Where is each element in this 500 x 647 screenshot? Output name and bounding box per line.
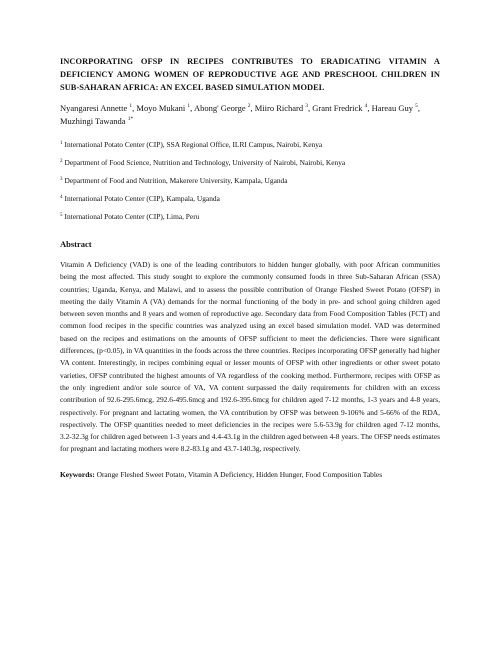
author-list: Nyangaresi Annette $^1$, Moyo Mukani $^1$, Abong' George $^2$, Miiro Richard $^3$, Grant Fredrick $^4$, Hareau Guy $^5$, Muzhingi Tawanda $^{1*}$ — [60, 103, 420, 126]
affiliation-text: Department of Food and Nutrition, Makerere University, Kampala, Uganda — [64, 176, 288, 185]
author-name: Hareau Guy — [371, 103, 413, 113]
affiliation-list — [60, 140, 440, 222]
author-affiliation-marker: 1 — [187, 103, 191, 110]
author-affiliation-marker: 5 — [415, 103, 418, 110]
affiliation-item — [60, 140, 440, 150]
author-name: Miiro Richard — [254, 103, 304, 113]
affiliation-number: 2 — [60, 159, 63, 164]
affiliation-text: International Potato Center (CIP), Lima, Peru — [64, 212, 200, 221]
abstract-heading: Abstract — [60, 239, 92, 249]
affiliation-number: 4 — [60, 195, 63, 200]
affiliation-text: Department of Food Science, Nutrition and Technology, University of Nairobi, Nairobi, Kenya — [64, 158, 346, 167]
affiliation-number: 1 — [60, 141, 63, 146]
affiliation-text: International Potato Center (CIP), SSA Regional Office, ILRI Campus, Nairobi, Kenya — [64, 140, 323, 149]
author-name: Moyo Mukani — [136, 103, 186, 113]
author-affiliation-marker: 4 — [364, 103, 368, 110]
keywords-section — [60, 469, 440, 481]
author-name: Grant Fredrick — [312, 103, 363, 113]
abstract-body: Vitamin A Deficiency (VAD) is one of the leading contributors to hidden hunger globally, with poor African communities being the most affected. This study sought to explore the commonly consumed foods in three Sub-Saharan African (SSA) countries; Uganda, Kenya, and Malawi, and to assess the possible contribution of Orange Fleshed Sweet Potato (OFSP) in meeting the daily Vitamin A (VA) demands for the normal functioning of the body in pre- and school going children aged between seven months and 8 years and women of reproductive age. Secondary data from Food Composition Tables (FCT) and common food recipes in the specific countries was analyzed using an excel based simulation model. VAD was determined based on the recipes and estimations on the amounts of OFSP sufficient to meet the deficiencies. There were significant differences, (p<0.05), in VA quantities in the foods across the three countries. Recipes incorporating OFSP generally had higher VA content. Interestingly, in recipes combining equal or lesser mounts of OFSP with other ingredients or other sweet potato varieties, OFSP contributed the highest amounts of VA regardless of the cooking method. Furthermore, recipes with OFSP as the only ingredient and/or sole source of VA, VA content surpassed the daily requirements for children with an excess contribution of 92.6-295.6mcg, 292.6-495.6mcg and 192.6-395.6mcg for children aged 7-12 months, 1-3 years and 4-8 years, respectively. For pregnant and lactating women, the VA contribution by OFSP was between 9-106% and 5-66% of the RDA, respectively. The OFSP quantities needed to meet deficiencies in the recipes were 5.6-53.9g for children aged 7-12 months, 3.2-32.3g for children aged between 1-3 years and 4.4-43.1g in the children aged between 4-8 years. The OFSP needs estimates for pregnant and lactating mothers were 8.2-83.1g and 43.7-140.3g, respectively. — [60, 260, 440, 454]
author-name: Muzhingi Tawanda — [60, 116, 126, 126]
author-affiliation-marker: 2 — [247, 103, 251, 110]
affiliation-item — [60, 212, 440, 222]
author-name: Nyangaresi Annette — [60, 103, 128, 113]
affiliation-item — [60, 194, 440, 204]
author-name: Abong' George — [193, 103, 246, 113]
author-affiliation-marker: 1* — [127, 116, 134, 123]
affiliation-text: International Potato Center (CIP), Kampala, Uganda — [64, 194, 220, 203]
keywords-text: Orange Fleshed Sweet Potato, Vitamin A Deficiency, Hidden Hunger, Food Composition Tables — [96, 469, 383, 479]
author-affiliation-marker: 3 — [305, 103, 308, 110]
author-affiliation-marker: 1 — [129, 103, 133, 110]
affiliation-item — [60, 176, 440, 186]
affiliation-number: 3 — [60, 177, 63, 182]
affiliation-item — [60, 158, 440, 168]
paper-title: INCORPORATING OFSP IN RECIPES CONTRIBUTES TO ERADICATING VITAMIN A DEFICIENCY AMONG WOMEN OF REPRODUCTIVE AGE AND PRESCHOOL CHILDREN IN SUB-SAHARAN AFRICA: AN EXCEL BASED SIMULATION MODEL — [60, 57, 440, 92]
keywords-label: Keywords: — [60, 469, 95, 479]
affiliation-number: 5 — [60, 213, 63, 218]
